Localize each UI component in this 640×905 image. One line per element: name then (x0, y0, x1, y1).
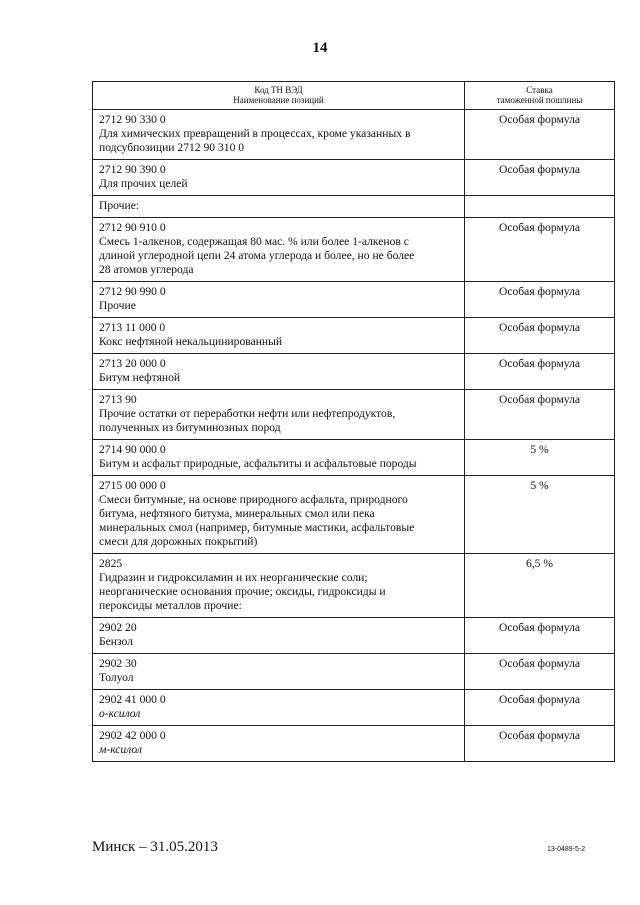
position-name: Битум и асфальт природные, асфальтиты и асфальтовые породы (99, 457, 417, 470)
position-cell (93, 354, 465, 390)
page-number: 14 (312, 40, 328, 56)
tnved-code: 2712 90 390 0 (99, 163, 166, 176)
footer-place-date: Минск – 31.05.2013 (92, 839, 218, 855)
table-row (93, 554, 615, 618)
position-cell (93, 554, 465, 618)
tnved-code: 2825 (99, 557, 123, 570)
table-row (93, 196, 615, 218)
tnved-code: 2902 41 000 0 (99, 693, 166, 706)
duty-rate (465, 196, 615, 218)
position-name: Смеси битумные, на основе природного асфальта, природного битума, нефтяного битума, минеральных смол или пека минеральных смол (например, битумные мастики, асфальтовые смеси для дорожных покрытий) (99, 493, 415, 548)
duty-rate: 5 % (465, 476, 615, 554)
table-row (93, 440, 615, 476)
header-rate (465, 82, 615, 110)
position-cell (93, 654, 465, 690)
position-cell (93, 476, 465, 554)
tnved-code: 2712 90 990 0 (99, 285, 166, 298)
duty-rate: Особая формула (465, 618, 615, 654)
position-name: Гидразин и гидроксиламин и их неорганические соли; неорганические основания прочие; оксиды, гидроксиды и пероксиды металлов прочие: (99, 571, 386, 612)
table-row (93, 618, 615, 654)
position-cell (93, 318, 465, 354)
header-name-label: Наименование позиций (233, 95, 324, 105)
position-name: Для химических превращений в процессах, кроме указанных в подсубпозиции 2712 90 310 0 (99, 127, 411, 154)
position-cell (93, 390, 465, 440)
position-cell (93, 110, 465, 160)
tnved-code: 2902 42 000 0 (99, 729, 166, 742)
position-cell (93, 690, 465, 726)
table-row (93, 690, 615, 726)
duty-rate: 5 % (465, 440, 615, 476)
table-row (93, 354, 615, 390)
position-cell (93, 282, 465, 318)
table-row (93, 318, 615, 354)
duty-rate: Особая формула (465, 390, 615, 440)
header-code-label: Код ТН ВЭД (254, 85, 303, 95)
tnved-code: 2713 90 (99, 393, 137, 406)
duty-rate: Особая формула (465, 160, 615, 196)
position-name: Бензол (99, 635, 133, 648)
duty-rate: Особая формула (465, 726, 615, 762)
header-rate-label-1: Ставка (526, 85, 553, 95)
tariff-table (92, 81, 615, 762)
table-row (93, 726, 615, 762)
tnved-code: 2712 90 910 0 (99, 221, 166, 234)
position-name: Кокс нефтяной некальцинированный (99, 335, 283, 348)
table-row (93, 390, 615, 440)
position-name: Толуол (99, 671, 134, 684)
tnved-code: 2712 90 330 0 (99, 113, 166, 126)
footer-document-number: 13-0489-5-2 (547, 846, 586, 853)
position-name: Прочие (99, 299, 136, 312)
position-name: Битум нефтяной (99, 371, 181, 384)
tnved-code: 2713 20 000 0 (99, 357, 166, 370)
duty-rate: Особая формула (465, 318, 615, 354)
duty-rate: Особая формула (465, 690, 615, 726)
position-cell (93, 440, 465, 476)
table-header-row (93, 82, 615, 110)
position-cell (93, 618, 465, 654)
position-name: Прочие остатки от переработки нефти или нефтепродуктов, полученных из битуминозных пород (99, 407, 396, 434)
duty-rate: Особая формула (465, 654, 615, 690)
header-code-name (93, 82, 465, 110)
table-row (93, 160, 615, 196)
duty-rate: Особая формула (465, 354, 615, 390)
table-row (93, 476, 615, 554)
table-row (93, 282, 615, 318)
position-name: Для прочих целей (99, 177, 188, 190)
position-name: Смесь 1-алкенов, содержащая 80 мас. % или более 1-алкенов с длиной углеродной цепи 24 атома углерода и более, но не более 28 атомов углерода (99, 235, 415, 276)
tnved-code: 2902 30 (99, 657, 137, 670)
table-row (93, 110, 615, 160)
position-cell (93, 160, 465, 196)
duty-rate: 6,5 % (465, 554, 615, 618)
position-name: о-ксилол (99, 707, 141, 720)
duty-rate: Особая формула (465, 282, 615, 318)
table-row (93, 654, 615, 690)
position-name: м-ксилол (99, 743, 142, 756)
position-cell (93, 218, 465, 282)
tnved-code: 2714 90 000 0 (99, 443, 166, 456)
position-cell (93, 726, 465, 762)
duty-rate: Особая формула (465, 110, 615, 160)
table-row (93, 218, 615, 282)
tnved-code: 2713 11 000 0 (99, 321, 166, 334)
tnved-code: 2902 20 (99, 621, 137, 634)
position-name: Прочие: (99, 199, 140, 212)
duty-rate: Особая формула (465, 218, 615, 282)
tnved-code: 2715 00 000 0 (99, 479, 166, 492)
table-body (93, 110, 615, 762)
header-rate-label-2: таможенной пошлины (496, 95, 583, 105)
position-cell (93, 196, 465, 218)
